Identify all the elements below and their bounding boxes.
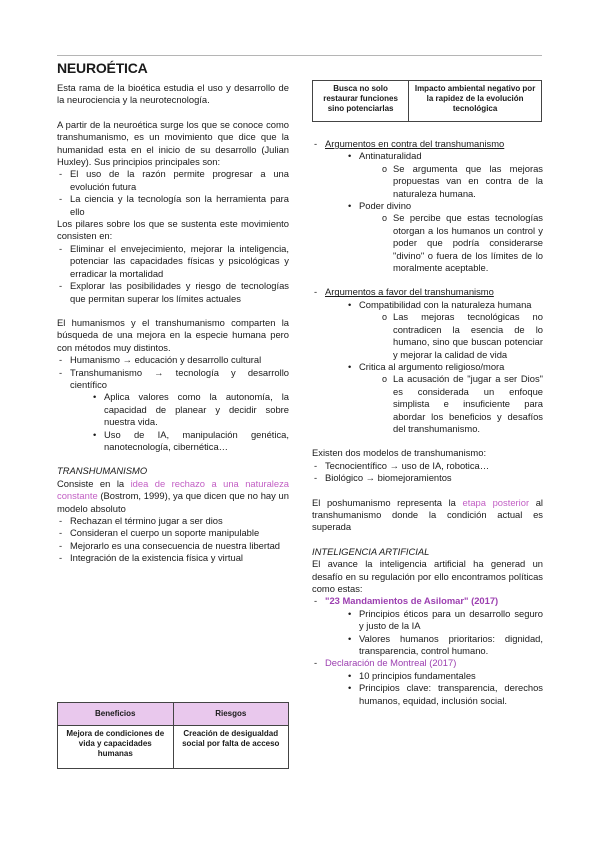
- sublist-item: o Se percibe que estas tecnologías otorgan a los humanos un control y poder que podría considerarse "divino" o fuera de los límites de lo moralmente aceptable.: [381, 212, 543, 274]
- sublist-item: o Las mejoras tecnológicas no contradicen la esencia de lo humano, sino que buscan potenciar y mejorar la calidad de vida: [381, 311, 543, 361]
- list-item: [347, 361, 543, 435]
- comparison-list: [57, 354, 289, 453]
- list-item: [312, 595, 543, 657]
- sublist: [381, 163, 543, 200]
- sublist: [381, 212, 543, 274]
- principles-list: [57, 168, 289, 218]
- list-item: [347, 299, 543, 361]
- list-item: - Rechazan el término jugar a ser dios: [57, 515, 289, 527]
- top-rule: [57, 55, 542, 56]
- sublist-item: • Uso de IA, manipulación genética, nanotecnología, cibernética…: [92, 429, 289, 454]
- list-item: - Integración de la existencia física y virtual: [57, 552, 289, 564]
- list-item: - La ciencia y la tecnología son la herramienta para ello: [57, 193, 289, 218]
- models-list: [312, 460, 543, 485]
- list-item: - Consideran el cuerpo un soporte manipulable: [57, 527, 289, 539]
- table-cell: Busca no solo restaurar funciones sino potenciarlas: [313, 81, 409, 122]
- list-item: - Explorar las posibilidades y riesgo de tecnologías que permitan superar los límites actuales: [57, 280, 289, 305]
- sublist-item: • Aplica valores como la autonomía, la capacidad de planear y decidir sobre nuestra vida.: [92, 391, 289, 428]
- list-item: - El uso de la razón permite progresar a una evolución futura: [57, 168, 289, 193]
- sublist: [92, 391, 289, 453]
- text-span: al transhumanismo donde la condición actual es superada: [312, 496, 543, 533]
- list-item: [312, 286, 543, 435]
- contra-list: [347, 150, 543, 274]
- comparison-paragraph: El humanismos y el transhumanismo comparten la búsqueda de una mejora en la especie humana pero con métodos muy distintos.: [57, 316, 289, 353]
- sublist: [381, 311, 543, 361]
- ai-paragraph: El avance la inteligencia artificial ha generad un desafío en su regulación por ello encontramos políticas como estas:: [312, 558, 543, 594]
- list-item: [312, 657, 543, 707]
- favor-list: [347, 299, 543, 435]
- list-item: [347, 150, 543, 200]
- list-item: [347, 200, 543, 274]
- pillars-intro: Los pilares sobre los que se sustenta este movimiento consisten en:: [57, 218, 289, 242]
- favor-section: [312, 286, 543, 435]
- sublist: [347, 670, 543, 707]
- favor-heading: Argumentos a favor del transhumanismo: [325, 286, 494, 298]
- transhumanism-definition: [57, 478, 289, 515]
- benefits-risks-table: [57, 702, 289, 769]
- list-item: - Humanismo → educación y desarrollo cultural: [57, 354, 289, 366]
- table-cell: Creación de desigualdad social por falta de acceso: [173, 726, 289, 769]
- policy-title: Declaración de Montreal (2017): [325, 657, 457, 669]
- ai-heading: INTELIGENCIA ARTIFICIAL: [312, 545, 430, 557]
- pillars-list: [57, 243, 289, 305]
- list-item: [57, 367, 289, 454]
- sublist-item: • 10 principios fundamentales: [347, 670, 543, 682]
- ai-policies-list: [312, 595, 543, 707]
- table-header: Beneficios: [58, 703, 174, 726]
- right-column: [312, 138, 543, 707]
- highlight-text: idea de rechazo a una naturaleza constante: [57, 477, 290, 502]
- text-span: El poshumanismo representa la: [312, 496, 463, 508]
- models-intro: Existen dos modelos de transhumanismo:: [312, 447, 487, 459]
- left-column: [57, 60, 289, 565]
- sublist: [381, 373, 543, 435]
- sublist-item: o Se argumenta que las mejoras propuestas van en contra de la naturaleza humana.: [381, 163, 543, 200]
- policy-title: "23 Mandamientos de Asilomar" (2017): [325, 595, 499, 607]
- list-item: - Mejorarlo es una consecuencia de nuestra libertad: [57, 540, 289, 552]
- sublist-item: • Principios clave: transparencia, derechos humanos, equidad, inclusión social.: [347, 682, 543, 707]
- transhumanism-heading: TRANSHUMANISMO: [57, 465, 148, 477]
- sublist: [347, 608, 543, 658]
- text-span: Consiste en la: [57, 477, 131, 489]
- sublist-item: • Valores humanos prioritarios: dignidad, transparencia, control humano.: [347, 633, 543, 658]
- sublist-item: o La acusación de "jugar a ser Dios" es considerada un enfoque simplista e insuficiente para abordar los beneficios y desafíos del transhumanismo.: [381, 373, 543, 435]
- list-item-label: Compatibilidad con la naturaleza humana: [359, 298, 532, 310]
- list-item: - Tecnocientífico → uso de IA, robotica…: [312, 460, 543, 472]
- list-item-label: Antinaturalidad: [359, 150, 422, 162]
- intro-paragraph: Esta rama de la bioética estudia el uso y desarrollo de la neurociencia y la neurotecnología.: [57, 82, 289, 106]
- text-span: (Bostrom, 1999), ya que dicen que no hay un modelo absoluto: [57, 490, 289, 514]
- benefits-risks-table-continued: [312, 80, 542, 122]
- list-item-label: Poder divino: [359, 200, 412, 212]
- list-item-label: Critica al argumento religioso/mora: [359, 360, 505, 372]
- list-item: [312, 138, 543, 274]
- transhumanism-list: [57, 515, 289, 565]
- transhumanism-intro: A partir de la neuroética surge los que se conoce como transhumanismo, es un movimiento que dice que la humanidad esta en el inicio de su desarrollo (Julian Huxley). Sus principios principales son:: [57, 118, 289, 168]
- list-item: - Eliminar el envejecimiento, mejorar la inteligencia, potenciar las capacidades físicas y psicológicas y erradicar la mortalidad: [57, 243, 289, 280]
- table-cell: Mejora de condiciones de vida y capacidades humanas: [58, 726, 174, 769]
- table-header: Riesgos: [173, 703, 289, 726]
- contra-heading: Argumentos en contra del transhumanismo: [325, 138, 505, 149]
- highlight-text: etapa posterior: [462, 496, 530, 508]
- list-item: - Biológico → biomejoramientos: [312, 472, 543, 484]
- contra-section: [312, 138, 543, 274]
- posthumanism-paragraph: [312, 497, 543, 534]
- page-title: NEUROÉTICA: [57, 60, 148, 76]
- table-cell: Impacto ambiental negativo por la rapidez de la evolución tecnológica: [409, 81, 542, 122]
- sublist-item: • Principios éticos para un desarrollo seguro y justo de la IA: [347, 608, 543, 633]
- list-item-label: Transhumanismo → tecnología y desarrollo científico: [70, 366, 289, 390]
